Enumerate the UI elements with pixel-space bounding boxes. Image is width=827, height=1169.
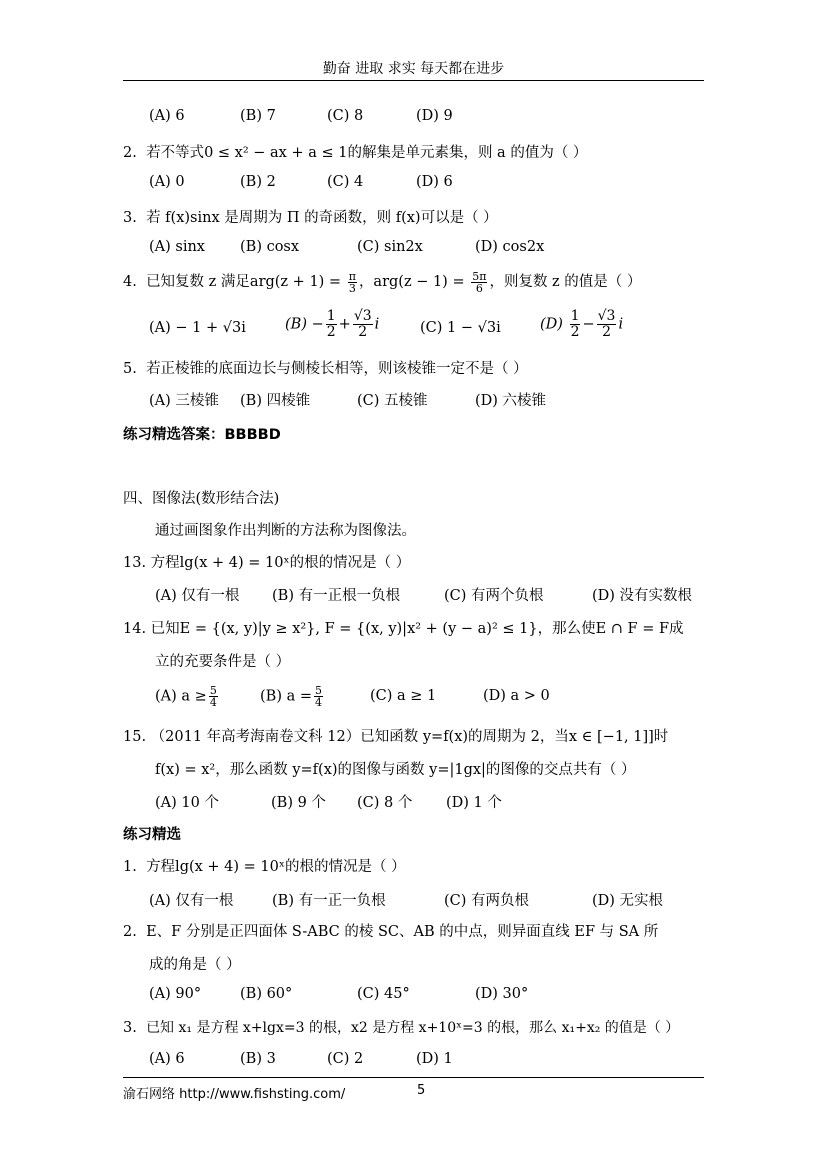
q4-option-b: (B) − $\frac{1}{2}$ + $\frac{√3}{2}$ i [285,308,380,340]
practice-question-2-line-2: 成的角是（ ） [149,957,241,973]
q13-option-d: (D) 没有实数根 [592,588,693,604]
q4-option-c: (C) 1 − √3i [420,320,501,336]
q2-option-d: (D) 6 [416,174,453,190]
p1-option-d: (D) 无实根 [592,893,664,909]
q1-option-b: (B) 7 [240,108,276,124]
p1-option-b: (B) 有一正一负根 [272,893,386,909]
q13-option-a: (A) 仅有一根 [155,588,240,604]
practice-title: 练习精选 [123,827,181,843]
q15-option-c: (C) 8 个 [357,795,413,811]
q1-option-c: (C) 8 [327,108,364,124]
footer-site: 渝石网络 http://www.fishsting.com/ [123,1087,346,1102]
section-description: 通过画图象作出判断的方法称为图像法。 [155,523,416,539]
p2-option-d: (D) 30° [475,986,529,1002]
q13-option-c: (C) 有两个负根 [444,588,544,604]
page-number: 5 [417,1083,426,1098]
q15-option-d: (D) 1 个 [446,795,502,811]
q13-option-b: (B) 有一正根一负根 [272,588,401,604]
answers-line: 练习精选答案：BBBBD [123,427,281,443]
header-divider [123,80,704,81]
q2-option-b: (B) 2 [240,174,276,190]
page-header: 勤奋 进取 求实 每天都在进步 [322,61,505,77]
p3-option-a: (A) 6 [149,1051,185,1067]
q3-option-c: (C) sin2x [357,239,423,255]
question-3: 3. 若 f(x)sinx 是周期为 Π 的奇函数，则 f(x)可以是（ ） [123,210,498,226]
q5-option-d: (D) 六棱锥 [475,393,547,409]
q4-option-a: (A) − 1 + √3i [149,320,246,336]
question-13: 13. 方程lg(x + 4) = 10ˣ的根的情况是（ ） [123,555,411,571]
q3-option-b: (B) cosx [240,239,300,255]
section-title: 四、图像法(数形结合法) [123,491,280,507]
practice-question-1: 1. 方程lg(x + 4) = 10ˣ的根的情况是（ ） [123,859,406,875]
q3-option-d: (D) cos2x [475,239,545,255]
p1-option-c: (C) 有两负根 [444,893,530,909]
question-15-line-2: f(x) = x²，那么函数 y=f(x)的图像与函数 y=|1gx|的图像的交点共有（ ） [155,762,636,778]
footer-divider [123,1077,704,1078]
question-2: 2. 若不等式0 ≤ x² − ax + a ≤ 1的解集是单元素集，则 a 的值为（ ） [123,145,588,161]
p3-option-c: (C) 2 [327,1051,364,1067]
question-14-line-2: 立的充要条件是（ ） [155,654,291,670]
question-15-line-1: 15. （2011 年高考海南卷文科 12）已知函数 y=f(x)的周期为 2，当x ∈ [−1, 1]]时 [123,729,669,745]
question-14-line-1: 14. 已知E = {(x, y)|y ≥ x²}, F = {(x, y)|x² + (y − a)² ≤ 1}，那么使E ∩ F = F成 [123,621,684,637]
q1-option-d: (D) 9 [416,108,453,124]
q1-option-a: (A) 6 [149,108,185,124]
q15-option-b: (B) 9 个 [271,795,326,811]
p2-option-c: (C) 45° [357,986,410,1002]
p3-option-d: (D) 1 [416,1051,453,1067]
p2-option-b: (B) 60° [240,986,293,1002]
q2-option-c: (C) 4 [327,174,364,190]
practice-question-3: 3. 已知 x₁ 是方程 x+lgx=3 的根，x2 是方程 x+10ˣ=3 的根，那么 x₁+x₂ 的值是（ ） [123,1020,680,1036]
q14-option-c: (C) a ≥ 1 [370,688,437,704]
question-5: 5. 若正棱锥的底面边长与侧棱长相等，则该棱锥一定不是（ ） [123,361,528,377]
question-4: 4. 已知复数 z 满足arg(z + 1) = $\frac{\pi}{3}$ ，arg(z − 1) = $\frac{5\pi}{6}$ ，则复数 z 的值是（ ） [123,269,642,295]
q3-option-a: (A) sinx [149,239,205,255]
q2-option-a: (A) 0 [149,174,185,190]
q14-option-a: (A) a ≥ $\frac{5}{4}$ [155,684,217,709]
p2-option-a: (A) 90° [149,986,202,1002]
practice-question-2-line-1: 2. E、F 分别是正四面体 S-ABC 的棱 SC、AB 的中点，则异面直线 EF 与 SA 所 [123,924,659,940]
q5-option-a: (A) 三棱锥 [149,393,219,409]
q14-option-d: (D) a > 0 [483,688,550,704]
inequality-expr: 0 ≤ x² − ax + a ≤ 1 [204,145,348,161]
page-footer [123,1083,426,1102]
q5-option-b: (B) 四棱锥 [240,393,311,409]
q14-option-b: (B) a = $\frac{5}{4}$ [260,684,322,709]
p3-option-b: (B) 3 [240,1051,276,1067]
q15-option-a: (A) 10 个 [155,795,219,811]
q4-option-d: (D) $\frac{1}{2}$ − $\frac{√3}{2}$ i [540,308,624,340]
p1-option-a: (A) 仅有一根 [149,893,234,909]
q5-option-c: (C) 五棱锥 [357,393,428,409]
